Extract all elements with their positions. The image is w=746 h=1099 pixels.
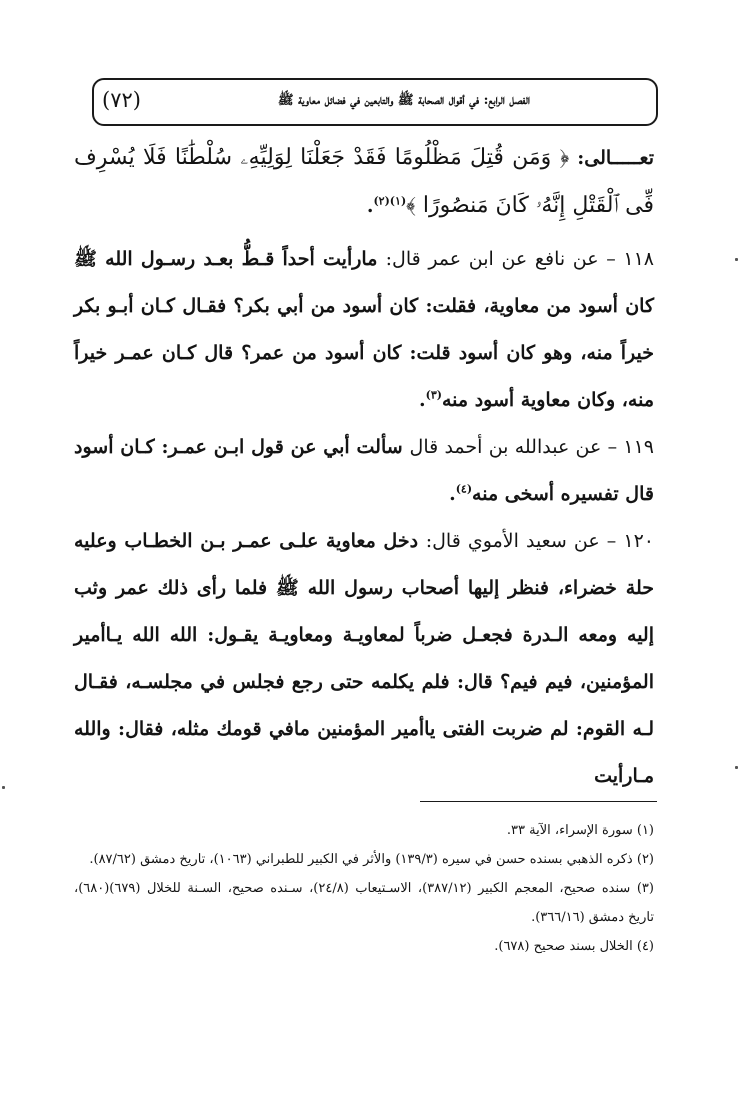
footnote-3: (٣) سنده صحيح، المعجم الكبير (٣٨٧/١٢)، الاسـتيعاب (٢٤/٨)، سـنده صحيح، السـنة للخلال (٦٧٩)(٦٨٠)، تاريخ دمشق (٣٦٦/١٦).: [74, 881, 654, 925]
isnad: ١١٩ – عن عبدالله بن أحمد قال: [409, 436, 654, 458]
isnad: ١٢٠ – عن سعيد الأموي قال:: [425, 530, 654, 552]
scan-mark: [735, 258, 738, 261]
footnote-ref: (٣): [425, 388, 442, 402]
verse-intro: تعـــــالى:: [577, 147, 654, 169]
scan-mark: [735, 766, 738, 769]
main-text: [74, 134, 654, 800]
page-number: (٧٢): [102, 88, 141, 112]
footnote-2: (٢) ذكره الذهبي بسنده حسن في سيره (١٣٩/٣) والأثر في الكبير للطبراني (١٠٦٣)، تاريخ دمشق (٨٧/٦٢).: [89, 852, 654, 867]
running-header: [92, 78, 658, 126]
footnote-1: (١) سورة الإسراء، الآية ٣٣.: [506, 823, 654, 838]
matn: مارأيت أحداً قـطُّ بعـد رسـول الله ﷺ كان أسود من معاوية، فقلت: كان أسود من أبي بكر؟ فقـال كـان أبـو بكر خيراً منه، وهو كان أسود قلت: كان أسود من عمر؟ قال كـان عمـر خيراً منه، وكان معاوية أسود منه: [74, 248, 654, 411]
footnote-ref: (١)(٢): [373, 194, 407, 208]
hadith-120: [74, 518, 654, 800]
scan-mark: [2, 786, 5, 789]
footnote-ref: (٤): [455, 482, 473, 496]
quran-verse-line1: ﴿ وَمَن قُتِلَ مَظْلُومًا فَقَدْ جَعَلْنَا لِوَلِيِّهِۦ سُلْطَٰنًا فَلَا يُسْرِف فِّى: [74, 145, 654, 218]
footnote-separator: [420, 801, 657, 802]
quran-verse-line2: ٱلْقَتْلِ إِنَّهُۥ كَانَ مَنصُورًا ﴾: [406, 193, 619, 218]
matn: دخل معاوية علـى عمـر بـن الخطـاب وعليه حلة خضراء، فنظر إليها أصحاب رسول الله ﷺ فلما رأى ذلك عمر وثب إليه ومعه الـدرة فجعـل ضرباً لمعاويـة ومعاويـة يقـول: الله الله يـاأمير المؤمنين، فيم فيم؟ قال: فلم يكلمه حتى رجع فجلس في مجلسـه، فقـال لـه القوم: لم ضربت الفتى ياأمير المؤمنين مافي قومك مثله، فقال: والله مـارأيت: [74, 530, 654, 787]
footnote-4: (٤) الخلال بسند صحيح (٦٧٨).: [494, 939, 654, 954]
verse-paragraph: تعـــــالى: ﴿ وَمَن قُتِلَ مَظْلُومًا فَقَدْ جَعَلْنَا لِوَلِيِّهِۦ سُلْطَٰنًا فَلَا يُسْرِف فِّى ٱلْقَتْلِ إِنَّهُۥ كَانَ مَنصُورًا ﴾$^{(١)(٢)}$.: [74, 145, 654, 218]
hadith-118: ١١٨ – عن نافع عن ابن عمر قال: مارأيت أحداً قـطُّ بعـد رسـول الله ﷺ كان أسود من معاوية، فقلت: كان أسود من أبي بكر؟ فقـال كـان أبـو بكر خيراً منه، وهو كان أسود قلت: كان أسود من عمر؟ قال كـان عمـر خيراً منه، وكان معاوية أسود منه$^{(٣)}$.: [74, 248, 654, 411]
hadith-119: ١١٩ – عن عبدالله بن أحمد قال سألت أبي عن قول ابـن عمـر: كـان أسود قال تفسيره أسخى منه$^{(٤)}$.: [74, 436, 654, 505]
isnad: ١١٨ – عن نافع عن ابن عمر قال:: [385, 248, 654, 270]
chapter-title: الفصل الرابع: في أقوال الصحابة ﷺ والتابعين في فضائل معاوية ﷺ: [277, 93, 530, 108]
footnotes: [74, 816, 654, 961]
matn: سألت أبي عن قول ابـن عمـر: كـان أسود قال تفسيره أسخى منه: [74, 436, 654, 505]
